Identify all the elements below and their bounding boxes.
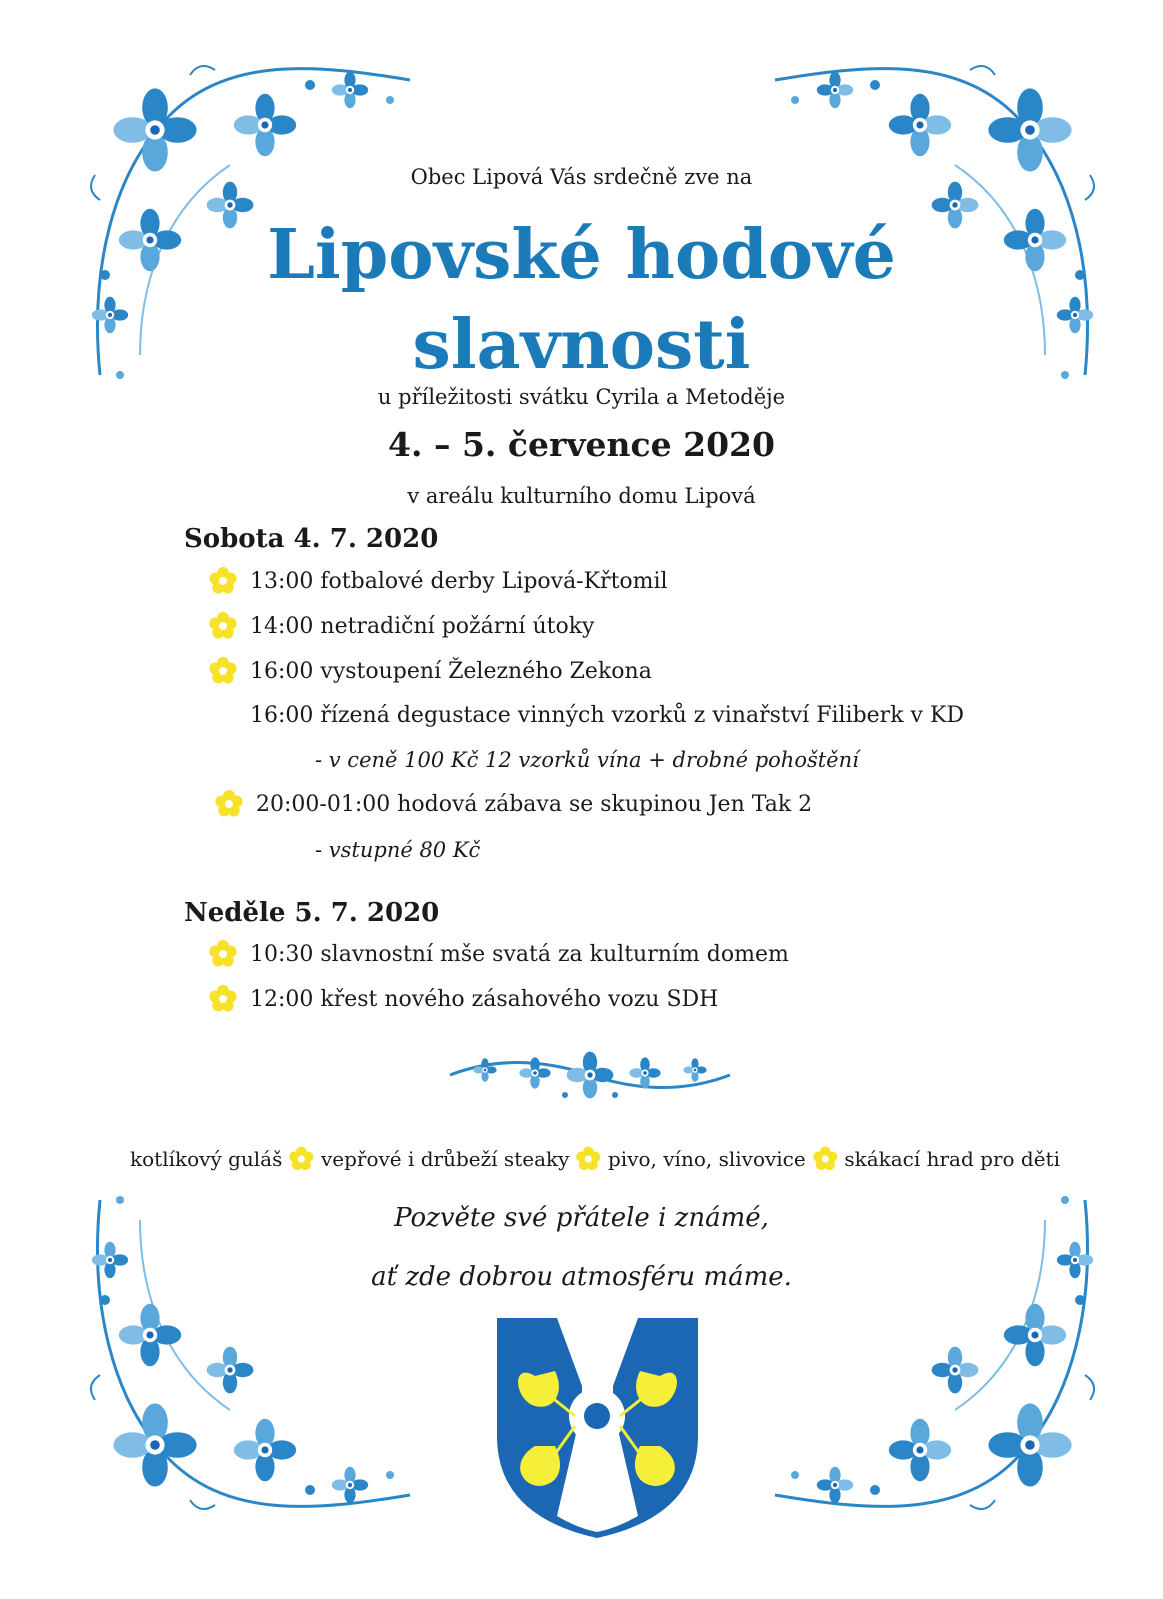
venue-text: v areálu kulturního domu Lipová [407,484,756,508]
list-item [208,611,594,641]
yellow-flower-icon [208,984,238,1014]
yellow-flower-icon [575,1145,602,1173]
event-date: 4. – 5. července 2020 [388,425,775,464]
list-item [208,566,668,596]
list-item [208,939,789,969]
title-line-1: Lipovské hodové [267,215,896,295]
page-title [0,210,1163,390]
offer-text: pivo, víno, slivovice [608,1147,806,1171]
list-item [214,789,812,819]
schedule-text: 10:30 slavnostní mše svatá za kulturním domem [250,941,789,967]
note-text: - vstupné 80 Kč [315,838,481,862]
offer-text: vepřové i drůbeží steaky [320,1147,570,1171]
invitation-line-2: ať zde dobrou atmosféru máme. [371,1262,792,1292]
note-text: - v ceně 100 Kč 12 vzorků vína + drobné pohoštění [315,748,859,772]
title-line-2: slavnosti [412,305,751,385]
offer-text: kotlíkový guláš [130,1147,283,1171]
list-item [208,656,652,686]
list-item [208,703,964,728]
sunday-heading: Neděle 5. 7. 2020 [184,898,440,928]
food-offer-line [130,1145,1060,1173]
list-item [208,984,718,1014]
yellow-flower-icon [214,789,244,819]
invitation-line-1: Pozvěte své přátele i známé, [394,1203,769,1233]
schedule-text: 16:00 vystoupení Železného Zekona [250,658,652,684]
yellow-flower-icon [208,939,238,969]
saturday-heading: Sobota 4. 7. 2020 [184,524,439,554]
schedule-text: 16:00 řízená degustace vinných vzorků z vinařství Filiberk v KD [250,703,965,728]
yellow-flower-icon [812,1145,839,1173]
yellow-flower-icon [208,566,238,596]
yellow-flower-icon [208,611,238,641]
occasion-text: u příležitosti svátku Cyrila a Metoděje [377,385,786,409]
schedule-text: 20:00-01:00 hodová zábava se skupinou Jen Tak 2 [256,791,813,817]
offer-text: skákací hrad pro děti [844,1147,1060,1171]
schedule-text: 14:00 netradiční požární útoky [250,613,595,639]
schedule-text: 12:00 křest nového zásahového vozu SDH [250,986,719,1012]
intro-text: Obec Lipová Vás srdečně zve na [410,165,753,189]
yellow-flower-icon [208,656,238,686]
yellow-flower-icon [288,1145,315,1173]
schedule-text: 13:00 fotbalové derby Lipová-Křtomil [250,568,668,594]
coat-of-arms-icon [495,1316,700,1541]
folk-ornament-divider-icon [440,1045,740,1105]
